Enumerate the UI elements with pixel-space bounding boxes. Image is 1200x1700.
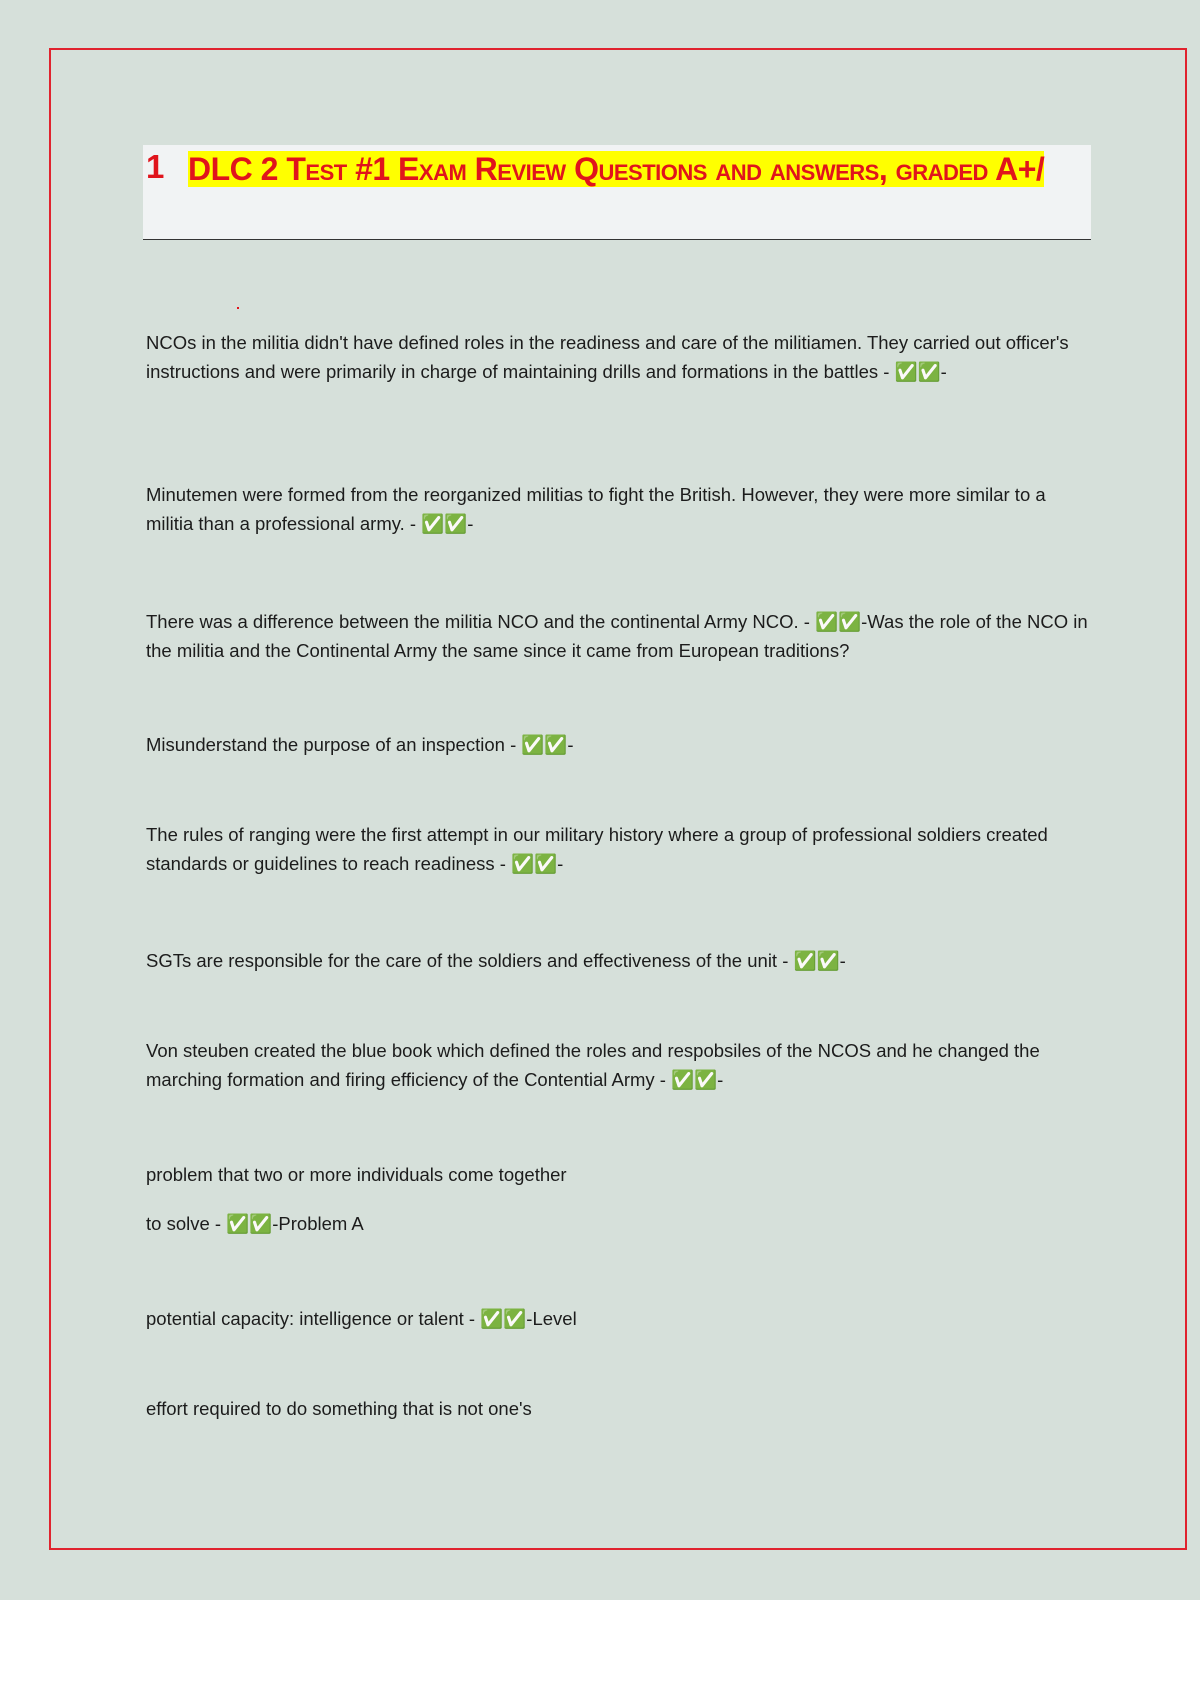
qa-item: Minutemen were formed from the reorganized militias to fight the British. However, they were more similar to a militia than a professional army. - ✅✅- xyxy=(146,484,1046,534)
red-dot-mark xyxy=(237,307,239,309)
qa-item: NCOs in the militia didn't have defined roles in the readiness and care of the militiamen. They carried out officer's instructions and were primarily in charge of maintaining drills and formations in the battles - ✅✅- xyxy=(146,332,1069,382)
qa-item: There was a difference between the militia NCO and the continental Army NCO. - ✅✅-Was the role of the NCO in the militia and the Continental Army the same since it came from European traditions? xyxy=(146,611,1088,661)
qa-item: effort required to do something that is not one's xyxy=(146,1398,532,1419)
qa-item: Misunderstand the purpose of an inspection - ✅✅- xyxy=(146,734,574,755)
qa-item: The rules of ranging were the first attempt in our military history where a group of professional soldiers created standards or guidelines to reach readiness - ✅✅- xyxy=(146,824,1048,874)
qa-item: to solve - ✅✅-Problem A xyxy=(146,1213,364,1234)
title-number: 1 xyxy=(146,148,165,185)
title-highlight: DLC 2 Test #1 Exam Review Questions and answers, graded A+/ xyxy=(188,151,1045,187)
document-title xyxy=(188,147,1088,191)
qa-item: problem that two or more individuals come together xyxy=(146,1164,567,1185)
document-title-block xyxy=(143,145,1091,240)
qa-item: potential capacity: intelligence or talent - ✅✅-Level xyxy=(146,1308,577,1329)
qa-item: Von steuben created the blue book which defined the roles and respobsiles of the NCOS and he changed the marching formation and firing efficiency of the Contential Army - ✅✅- xyxy=(146,1040,1040,1090)
qa-item: SGTs are responsible for the care of the soldiers and effectiveness of the unit - ✅✅- xyxy=(146,950,846,971)
